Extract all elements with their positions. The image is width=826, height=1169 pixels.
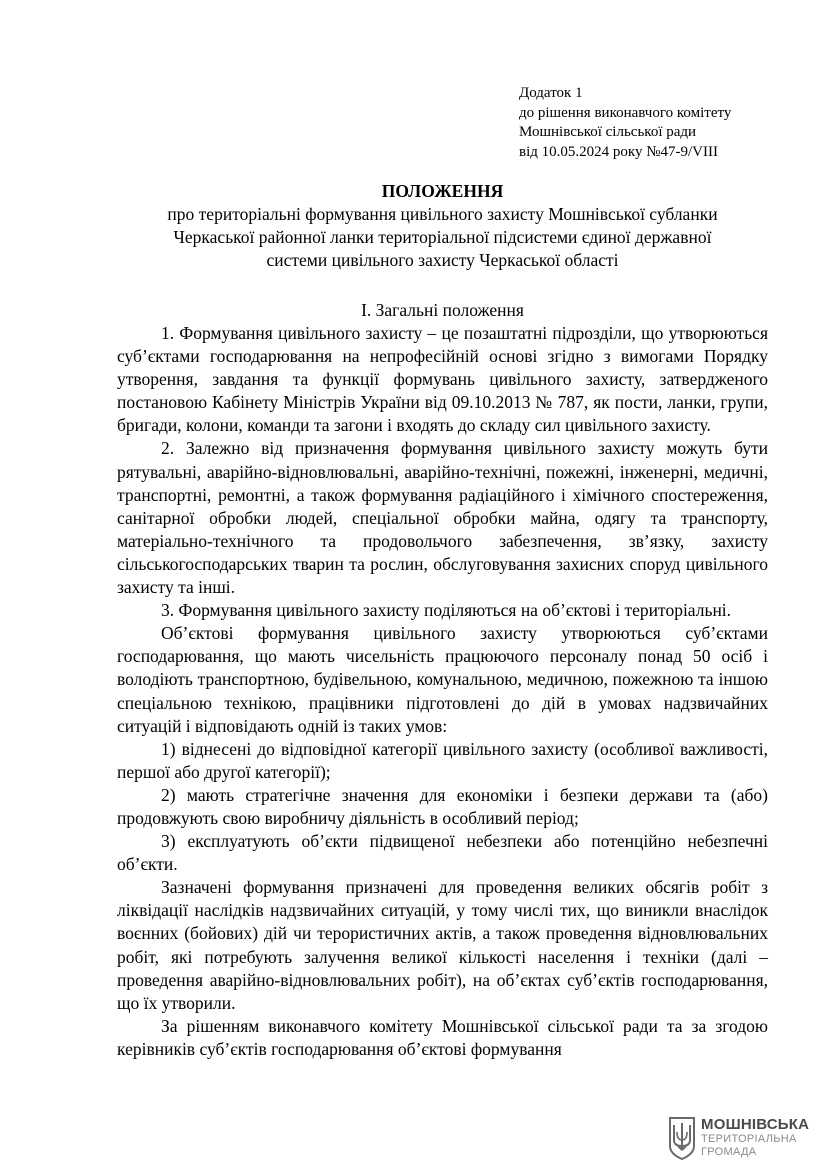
annex-line-4: від 10.05.2024 року №47-9/VIII	[519, 143, 718, 160]
list-item-2: 2) мають стратегічне значення для економіки і безпеки держави та (або) продовжують свою виробничу діяльність в особливий період;	[117, 784, 768, 828]
logo-subtitle-1: ТЕРИТОРІАЛЬНА	[701, 1133, 797, 1145]
paragraph-4: Об’єктові формування цивільного захисту утворюються суб’єктами господарювання, що мають чисельність працюючого персоналу понад 50 осіб і володіють транспортною, будівельною, комунальною, медичною, пожежною та іншою спеціальною технікою, працівники підготовлені до дій в умовах надзвичайних ситуацій і відповідають одній із таких умов:	[117, 623, 768, 736]
title-main: ПОЛОЖЕННЯ	[381, 181, 504, 201]
body-text	[117, 322, 768, 1061]
logo-title: МОШНІВСЬКА	[701, 1116, 810, 1133]
list-item-1: 1) віднесені до відповідної категорії цивільного захисту (особливої важливості, першої або другої категорії);	[117, 738, 768, 782]
list-item-3: 3) експлуатують об’єкти підвищеної небезпеки або потенційно небезпечні об’єкти.	[117, 831, 768, 875]
trident-icon	[667, 1116, 697, 1160]
annex-line-3: Мошнівської сільської ради	[519, 124, 697, 140]
annex-line-1: Додаток 1	[519, 85, 583, 101]
paragraph-2: 2. Залежно від призначення формування цивільного захисту можуть бути рятувальні, аварійно-відновлювальні, аварійно-технічні, пожежні, інженерні, медичні, транспортні, ремонтні, а також формування радіаційного і хімічного спостереження, санітарної обробки людей, спеціальної обробки майна, одягу та транспорту, матеріально-технічного та продовольчого забезпечення, зв’язку, захисту сільськогосподарських тварин та рослин, обслуговування захисних споруд цивільного захисту та інші.	[117, 438, 768, 598]
title-sub-1: про територіальні формування цивільного захисту Мошнівської субланки	[167, 204, 718, 224]
annex-block	[519, 84, 731, 162]
paragraph-1: 1. Формування цивільного захисту – це позаштатні підрозділи, що утворюються суб’єктами господарювання на непрофесійній основі згідно з вимогами Порядку утворення, завдання та функції формувань цивільного захисту, затвердженого постановою Кабінету Міністрів України від 09.10.2013 № 787, як пости, ланки, групи, бригади, колони, команди та загони і входять до складу сил цивільного захисту.	[117, 323, 768, 436]
logo-subtitle-2: ГРОМАДА	[701, 1146, 757, 1158]
title-sub-2: Черкаської районної ланки територіальної підсистеми єдиної державної	[173, 227, 712, 247]
community-logo	[667, 1116, 817, 1162]
title-sub-3: системи цивільного захисту Черкаської області	[266, 250, 619, 270]
annex-line-2: до рішення виконавчого комітету	[519, 104, 732, 121]
paragraph-6: За рішенням виконавчого комітету Мошнівської сільської ради та за згодою керівників суб’єктів господарювання об’єктові формування	[117, 1015, 768, 1059]
paragraph-5: Зазначені формування призначені для проведення великих обсягів робіт з ліквідації наслідків надзвичайних ситуацій, у тому числі тих, що виникли внаслідок воєнних (бойових) дій чи терористичних актів, а також проведення відновлювальних робіт, які потребують залучення великої кількості населення і техніки (далі – проведення аварійно-відновлювальних робіт), на об’єктах суб’єктів господарювання, що їх утворили.	[117, 877, 768, 1013]
section-heading: I. Загальні положення	[361, 300, 524, 320]
paragraph-3: 3. Формування цивільного захисту поділяються на об’єктові і територіальні.	[161, 600, 732, 621]
document-title	[60, 180, 825, 272]
